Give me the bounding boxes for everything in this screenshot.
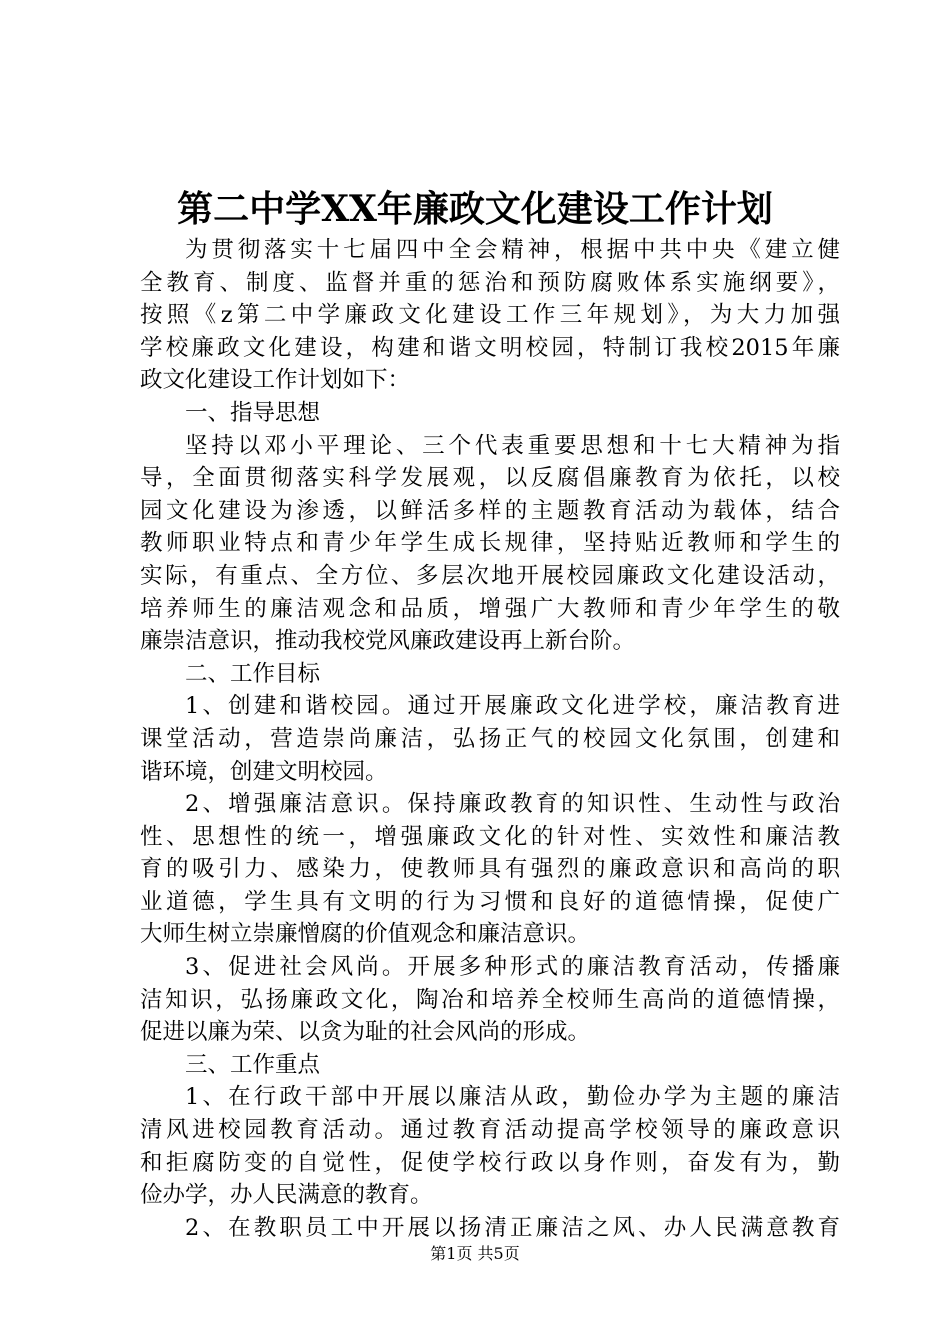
body-line: 1、创建和谐校园。通过开展廉政文化进学校，廉洁教育进 [185,693,840,720]
body-line: 俭办学，办人民满意的教育。 [140,1182,433,1209]
body-line: 3、促进社会风尚。开展多种形式的廉洁教育活动，传播廉 [185,954,840,981]
body-line: 导，全面贯彻落实科学发展观，以反腐倡廉教育为依托，以校 [140,465,840,492]
body-line: 三、工作重点 [185,1051,321,1078]
body-line: 2、在教职员工中开展以扬清正廉洁之风、办人民满意教育 [185,1214,840,1241]
body-line: 园文化建设为渗透，以鲜活多样的主题教育活动为载体，结合 [140,497,840,524]
document-body [140,234,840,1244]
body-line: 和拒腐防变的自觉性，促使学校行政以身作则，奋发有为，勤 [140,1149,840,1176]
body-line: 教师职业特点和青少年学生成长规律，坚持贴近教师和学生的 [140,530,840,557]
body-line: 全教育、制度、监督并重的惩治和预防腐败体系实施纲要》， [140,269,840,296]
body-line: 促进以廉为荣、以贪为耻的社会风尚的形成。 [140,1019,591,1046]
body-line: 育的吸引力、感染力，使教师具有强烈的廉政意识和高尚的职 [140,856,840,883]
body-line: 洁知识，弘扬廉政文化，陶冶和培养全校师生高尚的道德情操， [140,986,840,1013]
body-line: 大师生树立崇廉憎腐的价值观念和廉洁意识。 [140,921,591,948]
document-title: 第二中学XX年廉政文化建设工作计划 [177,188,773,230]
body-line: 性、思想性的统一，增强廉政文化的针对性、实效性和廉洁教 [140,823,840,850]
body-line: 廉崇洁意识，推动我校党风廉政建设再上新台阶。 [140,628,636,655]
body-line: 二、工作目标 [185,660,321,687]
page-footer: 第1页 共5页 [430,1244,520,1263]
body-line: 为贯彻落实十七届四中全会精神，根据中共中央《建立健 [185,237,840,263]
body-line: 坚持以邓小平理论、三个代表重要思想和十七大精神为指 [185,432,840,459]
body-line: 清风进校园教育活动。通过教育活动提高学校领导的廉政意识 [140,1117,840,1144]
body-line: 业道德，学生具有文明的行为习惯和良好的道德情操，促使广 [140,888,840,915]
body-line: 培养师生的廉洁观念和品质，增强广大教师和青少年学生的敬 [140,595,840,622]
body-line: 学校廉政文化建设，构建和谐文明校园，特制订我校2015年廉 [140,334,840,361]
body-line: 按照《z第二中学廉政文化建设工作三年规划》，为大力加强 [140,302,840,329]
body-line: 课堂活动，营造崇尚廉洁，弘扬正气的校园文化氛围，创建和 [140,725,840,752]
body-line: 1、在行政干部中开展以廉洁从政，勤俭办学为主题的廉洁 [185,1084,840,1111]
body-line: 政文化建设工作计划如下： [140,367,411,394]
body-line: 一、指导思想 [185,399,321,426]
body-line: 谐环境，创建文明校园。 [140,758,388,785]
body-line: 实际，有重点、全方位、多层次地开展校园廉政文化建设活动， [140,562,840,589]
body-line: 2、增强廉洁意识。保持廉政教育的知识性、生动性与政治 [185,791,840,818]
